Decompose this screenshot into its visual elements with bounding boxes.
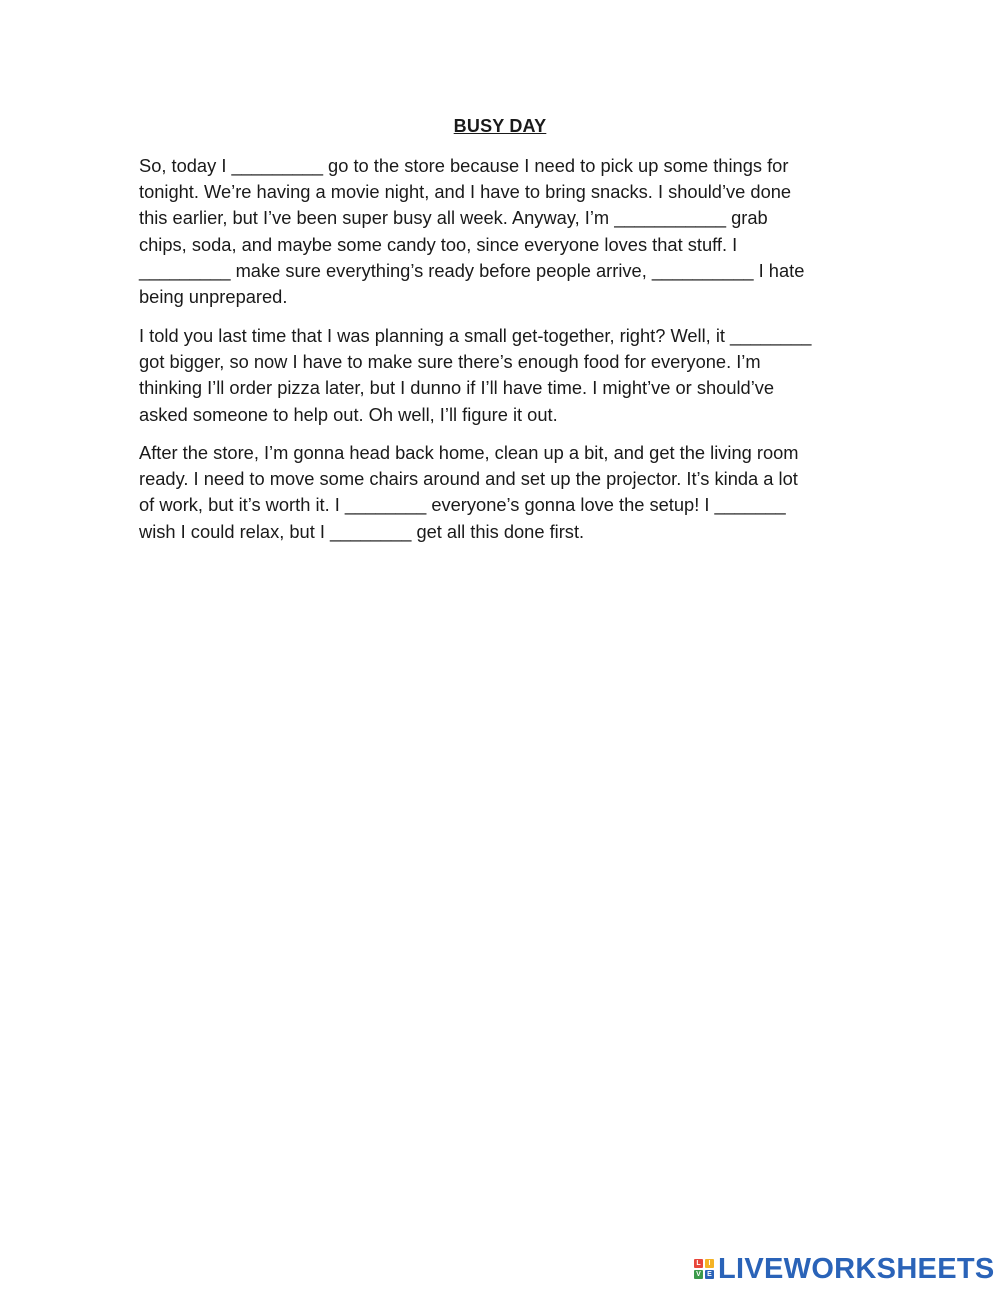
paragraph-line: tonight. We’re having a movie night, and I have to bring snacks. I should’ve done xyxy=(139,181,792,203)
paragraph-line: After the store, I’m gonna head back home, clean up a bit, and get the living room xyxy=(139,442,799,463)
paragraph-line: this earlier, but I’ve been super busy all week. Anyway, I’m ___________ grab xyxy=(139,207,768,229)
paragraph-line: I told you last time that I was planning a small get-together, right? Well, it ________ xyxy=(139,325,812,346)
logo-mark-tile: L xyxy=(694,1259,703,1268)
paragraph-line: got bigger, so now I have to make sure there’s enough food for everyone. I’m xyxy=(139,351,761,373)
paragraph-2 xyxy=(139,323,869,428)
paragraph-line: _________ make sure everything’s ready before people arrive, __________ I hate xyxy=(139,259,805,281)
paragraph-line: thinking I’ll order pizza later, but I dunno if I’ll have time. I might’ve or should’ve xyxy=(139,377,775,399)
liveworksheets-mark-icon xyxy=(694,1259,714,1279)
paragraph-line: asked someone to help out. Oh well, I’ll figure it out. xyxy=(139,403,558,425)
logo-mark-tile: V xyxy=(694,1270,703,1279)
paragraph-line: of work, but it’s worth it. I ________ everyone’s gonna love the setup! I _______ xyxy=(139,494,786,516)
paragraph-3 xyxy=(139,440,869,545)
paragraph-line: So, today I _________ go to the store because I need to pick up some things for xyxy=(139,155,789,176)
paragraph-line: being unprepared. xyxy=(139,286,288,308)
paragraph-line: chips, soda, and maybe some candy too, since everyone loves that stuff. I xyxy=(139,233,738,255)
logo-mark-tile: I xyxy=(705,1259,714,1268)
liveworksheets-logo xyxy=(694,1254,995,1284)
logo-mark-tile: E xyxy=(705,1270,714,1279)
worksheet-title: BUSY DAY xyxy=(453,116,547,136)
logo-text: LIVEWORKSHEETS xyxy=(718,1252,995,1285)
paragraph-1 xyxy=(139,153,869,310)
paragraph-line: ready. I need to move some chairs around and set up the projector. It’s kinda a lot xyxy=(139,468,798,490)
paragraph-line: wish I could relax, but I ________ get all this done first. xyxy=(139,520,585,542)
